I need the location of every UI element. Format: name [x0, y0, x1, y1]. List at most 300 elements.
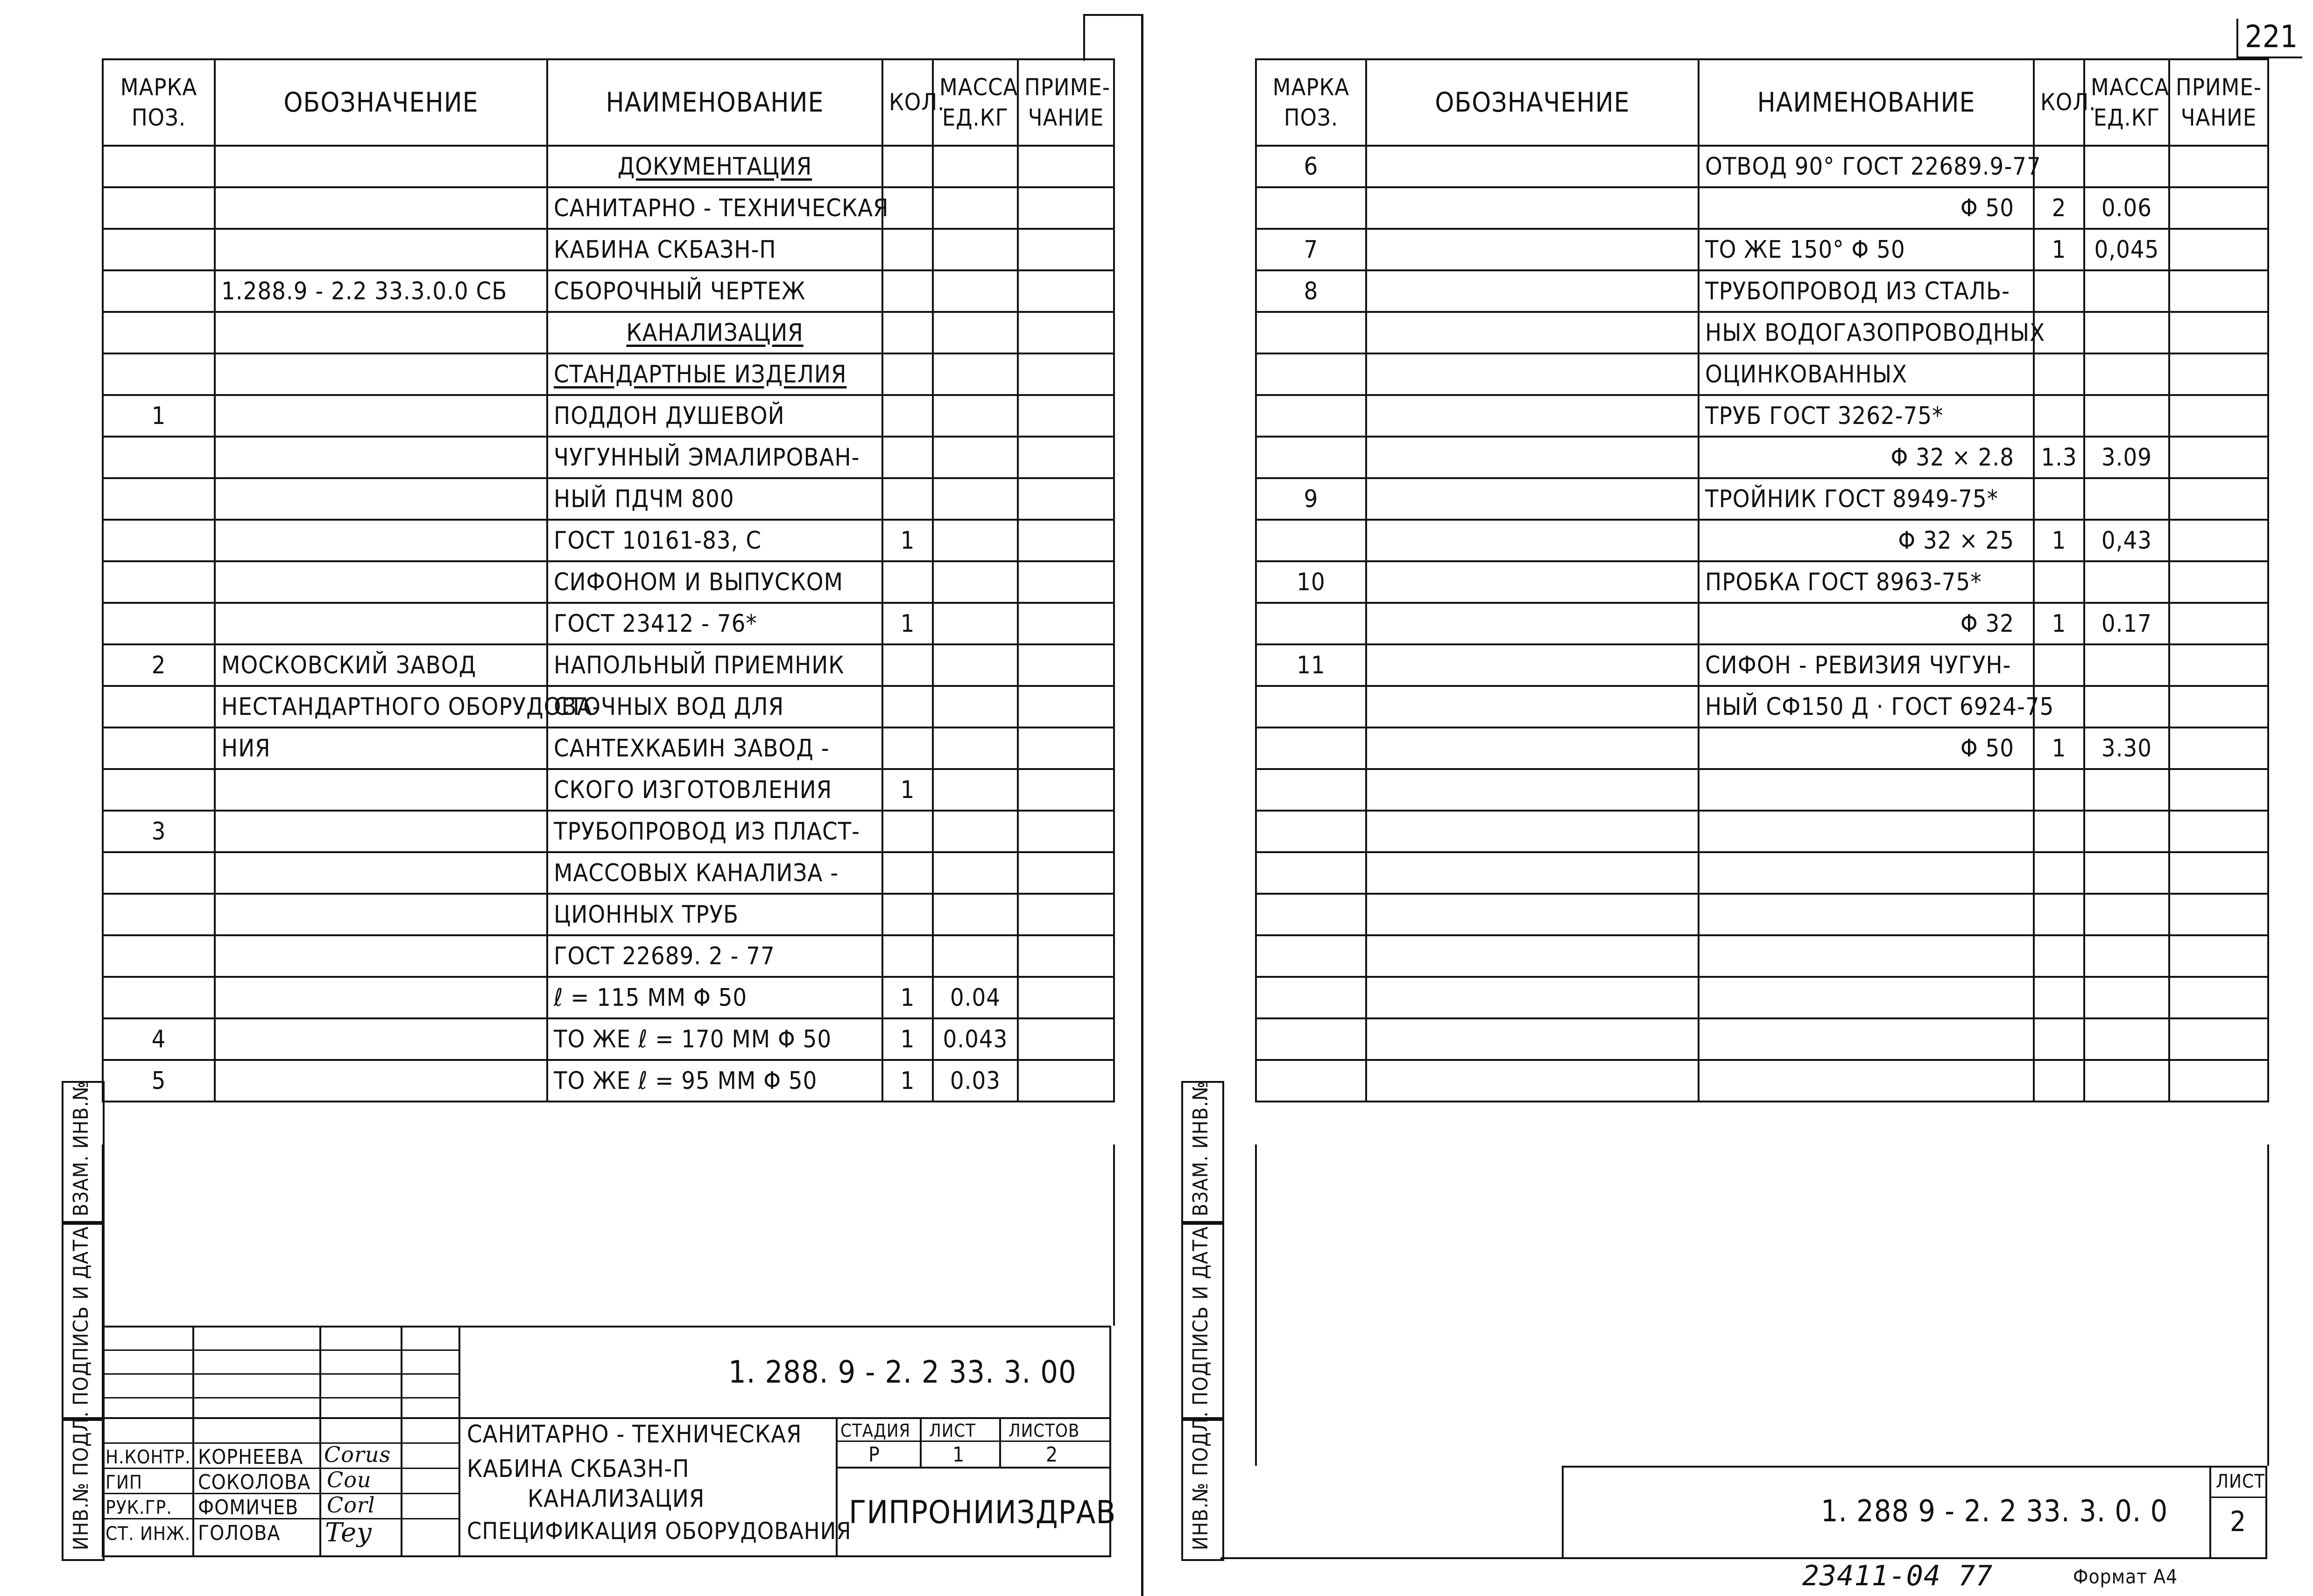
row-qty: 1: [2034, 603, 2084, 644]
fold-tick: [1083, 14, 1085, 61]
col-mass-header: МАССА ЕД.КГ: [933, 59, 1018, 146]
row-designation: [215, 146, 547, 187]
row-qty: [2034, 353, 2084, 395]
row-mark: [1256, 437, 1366, 478]
table-row: [103, 353, 1114, 395]
row-qty: [882, 187, 933, 229]
tb-hline-4: [102, 1417, 1111, 1419]
row-name-text: СБОРОЧНЫЙ ЧЕРТЕЖ: [554, 277, 806, 305]
row-qty: [882, 811, 933, 852]
row-name: [1699, 769, 2034, 811]
row-mark: 5: [103, 1060, 215, 1102]
row-name: [547, 437, 882, 478]
row-mass: 0.17: [2084, 603, 2169, 644]
row-mass: [933, 229, 1018, 270]
row-name: [547, 146, 882, 187]
row-name: [547, 561, 882, 603]
table-row: [1256, 894, 2268, 935]
row-designation: [1366, 769, 1699, 811]
row-mark: [1256, 894, 1366, 935]
tb-stage-label: СТАДИЯ: [840, 1420, 911, 1441]
row-note: [2169, 270, 2268, 312]
row-qty: [882, 312, 933, 353]
tb-sig-1: Cou: [327, 1467, 372, 1492]
tb-vline-3: [401, 1326, 402, 1557]
row-note: [2169, 561, 2268, 603]
row-name-text: СТАНДАРТНЫЕ ИЗДЕЛИЯ: [554, 360, 847, 388]
table-row: [1256, 520, 2268, 561]
row-note: [2169, 603, 2268, 644]
footer-inventory-number: 23411-04 77: [1802, 1560, 1993, 1592]
row-note: [2169, 146, 2268, 187]
row-name: [547, 977, 882, 1018]
row-mark: [103, 686, 215, 727]
row-mass: 0.03: [933, 1060, 1018, 1102]
row-mark: [103, 437, 215, 478]
row-qty: [2034, 395, 2084, 437]
row-designation: [215, 977, 547, 1018]
row-name-text: ДОКУМЕНТАЦИЯ: [617, 152, 812, 181]
row-designation: [1366, 478, 1699, 520]
tb-sheets-label: ЛИСТОВ: [1008, 1420, 1080, 1441]
row-mark: [1256, 312, 1366, 353]
row-name: [547, 353, 882, 395]
row-qty: 1: [882, 769, 933, 811]
row-note: [1018, 353, 1114, 395]
row-mark: 4: [103, 1018, 215, 1060]
row-qty: [882, 229, 933, 270]
row-designation: НИЯ: [215, 727, 547, 769]
tb-name-3: ГОЛОВА: [198, 1521, 281, 1545]
row-name: [1699, 1060, 2034, 1102]
row-name: [547, 852, 882, 894]
top-edge-line: [1083, 14, 1141, 16]
row-mark: [103, 353, 215, 395]
row-mark: [103, 520, 215, 561]
tb-sig-3: Tey: [325, 1518, 372, 1548]
row-name: [547, 644, 882, 686]
r-col-mark-header: МАРКА ПОЗ.: [1256, 59, 1366, 146]
row-mass: [2084, 270, 2169, 312]
row-designation: [215, 894, 547, 935]
table-row: [103, 187, 1114, 229]
tb-sheets-value: 2: [1046, 1443, 1058, 1467]
row-mass: 0.06: [2084, 187, 2169, 229]
row-name: НЫХ ВОДОГАЗОПРОВОДНЫХ: [1699, 312, 2034, 353]
row-designation: [215, 1060, 547, 1102]
table-row: [103, 603, 1114, 644]
row-designation: [215, 852, 547, 894]
left-side-vzam-label: ВЗАМ. ИНВ.№: [69, 1080, 93, 1216]
page-number: 221: [2236, 19, 2302, 58]
row-qty: [882, 478, 933, 520]
row-note: [1018, 146, 1114, 187]
row-designation: [1366, 561, 1699, 603]
row-name: [1699, 977, 2034, 1018]
table-row: [103, 270, 1114, 312]
right-tb-hline: [2209, 1497, 2267, 1498]
row-designation: [215, 769, 547, 811]
row-mark: [103, 603, 215, 644]
row-qty: [882, 270, 933, 312]
tb-vline-stage-2: [920, 1417, 922, 1467]
row-name: ТРУБОПРОВОД ИЗ СТАЛЬ-: [1699, 270, 2034, 312]
tb-role-3: СТ. ИНЖ.: [106, 1523, 191, 1545]
row-name: ТО ЖЕ 150° Φ 50: [1699, 229, 2034, 270]
row-mass: [933, 644, 1018, 686]
row-name-text: МАССОВЫХ КАНАЛИЗА -: [554, 859, 839, 887]
row-mark: 3: [103, 811, 215, 852]
row-designation: [1366, 520, 1699, 561]
row-mark: [103, 727, 215, 769]
row-name: [547, 894, 882, 935]
row-note: [1018, 395, 1114, 437]
row-mass: [933, 811, 1018, 852]
row-qty: [882, 935, 933, 977]
row-designation: [1366, 1060, 1699, 1102]
row-name-text: ℓ = 115 ММ Φ 50: [554, 983, 747, 1012]
row-name: [547, 1018, 882, 1060]
table-row: [103, 894, 1114, 935]
row-note: [2169, 312, 2268, 353]
row-name: ТРОЙНИК ГОСТ 8949-75*: [1699, 478, 2034, 520]
row-qty: 1: [882, 977, 933, 1018]
table-row: [1256, 437, 2268, 478]
table-row: [1256, 852, 2268, 894]
row-mass: 0,045: [2084, 229, 2169, 270]
row-name: [547, 727, 882, 769]
row-name: [1699, 935, 2034, 977]
row-qty: [882, 852, 933, 894]
r-col-note-header: ПРИМЕ-ЧАНИЕ: [2169, 59, 2268, 146]
col-name-header: НАИМЕНОВАНИЕ: [547, 59, 882, 146]
row-designation: [1366, 977, 1699, 1018]
row-note: [1018, 229, 1114, 270]
row-note: [1018, 1018, 1114, 1060]
row-name: [1699, 811, 2034, 852]
row-note: [1018, 187, 1114, 229]
row-name: Φ 32 × 2.8: [1699, 437, 2034, 478]
row-mark: [103, 561, 215, 603]
row-qty: [2034, 478, 2084, 520]
tb-name-1: СОКОЛОВА: [198, 1470, 311, 1494]
tb-vline-stage-3: [999, 1417, 1001, 1467]
tb-sig-2: Corl: [327, 1492, 375, 1518]
row-name: ТРУБ ГОСТ 3262-75*: [1699, 395, 2034, 437]
row-note: [2169, 1060, 2268, 1102]
row-qty: 1.3: [2034, 437, 2084, 478]
table-row: [103, 811, 1114, 852]
row-mark: 11: [1256, 644, 1366, 686]
row-mark: [1256, 520, 1366, 561]
right-tb-sheet-label: ЛИСТ: [2216, 1471, 2265, 1492]
row-name-text: ПОДДОН ДУШЕВОЙ: [554, 402, 785, 430]
row-note: [2169, 727, 2268, 769]
tb-hline-5: [102, 1442, 458, 1444]
row-note: [1018, 977, 1114, 1018]
row-designation: 1.288.9 - 2.2 33.3.0.0 СБ: [215, 270, 547, 312]
row-name-text: ГОСТ 22689. 2 - 77: [554, 942, 775, 970]
row-mark: [1256, 769, 1366, 811]
row-note: [2169, 769, 2268, 811]
row-note: [1018, 520, 1114, 561]
row-designation: [215, 520, 547, 561]
row-designation: [1366, 1018, 1699, 1060]
row-designation: [1366, 312, 1699, 353]
right-tb-sheet-value: 2: [2230, 1505, 2247, 1538]
tb-vline-2: [319, 1326, 321, 1557]
left-side-podpis-label: ПОДПИСЬ И ДАТА: [69, 1226, 93, 1405]
row-name-text: САНИТАРНО - ТЕХНИЧЕСКАЯ: [554, 194, 889, 222]
row-mass: [2084, 644, 2169, 686]
tb-hline-1: [102, 1349, 458, 1351]
row-note: [2169, 977, 2268, 1018]
tb-role-0: Н.КОНТР.: [106, 1447, 191, 1468]
row-note: [1018, 727, 1114, 769]
row-mark: [1256, 1018, 1366, 1060]
row-name-text: ТО ЖЕ ℓ = 170 ММ Φ 50: [554, 1025, 832, 1053]
row-qty: [2034, 811, 2084, 852]
row-mark: [103, 852, 215, 894]
row-name: Φ 50: [1699, 727, 2034, 769]
row-note: [2169, 478, 2268, 520]
row-mass: [933, 769, 1018, 811]
row-mark: [1256, 395, 1366, 437]
row-note: [2169, 644, 2268, 686]
row-mark: [1256, 1060, 1366, 1102]
row-mark: [1256, 603, 1366, 644]
tb-vline-1: [192, 1326, 194, 1557]
table-row: [103, 520, 1114, 561]
row-qty: [2034, 977, 2084, 1018]
row-note: [1018, 686, 1114, 727]
row-mass: [2084, 312, 2169, 353]
row-mass: [933, 353, 1018, 395]
row-designation: [1366, 395, 1699, 437]
row-note: [2169, 229, 2268, 270]
row-qty: [882, 395, 933, 437]
tb-sig-0: Corus: [324, 1442, 391, 1467]
row-note: [1018, 935, 1114, 977]
row-name: Φ 32 × 25: [1699, 520, 2034, 561]
row-qty: [882, 894, 933, 935]
fold-line: [1141, 14, 1143, 1596]
row-name: Φ 50: [1699, 187, 2034, 229]
row-designation: [215, 353, 547, 395]
tb-stage-value: Р: [868, 1443, 880, 1467]
row-name-text: ГОСТ 23412 - 76*: [554, 609, 757, 638]
row-mark: [1256, 686, 1366, 727]
table-row: [1256, 935, 2268, 977]
row-name: СИФОН - РЕВИЗИЯ ЧУГУН-: [1699, 644, 2034, 686]
table-row: [1256, 187, 2268, 229]
row-qty: [2034, 270, 2084, 312]
left-empty-area: [102, 1144, 1115, 1326]
row-designation: [215, 561, 547, 603]
row-name: [547, 769, 882, 811]
row-note: [1018, 561, 1114, 603]
row-name: [547, 270, 882, 312]
row-note: [1018, 437, 1114, 478]
table-row: [1256, 146, 2268, 187]
row-mark: [103, 769, 215, 811]
tb-vline-4: [458, 1326, 460, 1557]
tb-doc-number: 1. 288. 9 - 2. 2 33. 3. 00: [728, 1354, 1077, 1390]
row-note: [1018, 894, 1114, 935]
row-qty: [882, 686, 933, 727]
row-mark: [1256, 187, 1366, 229]
row-qty: [2034, 146, 2084, 187]
row-designation: МОСКОВСКИЙ ЗАВОД: [215, 644, 547, 686]
table-row: [1256, 769, 2268, 811]
right-empty-area: [1255, 1144, 2269, 1466]
row-mark: [1256, 977, 1366, 1018]
row-note: [1018, 1060, 1114, 1102]
row-mass: [2084, 1060, 2169, 1102]
row-note: [2169, 1018, 2268, 1060]
row-name: ОЦИНКОВАННЫХ: [1699, 353, 2034, 395]
tb-sheet-value: 1: [952, 1443, 965, 1467]
row-designation: [1366, 727, 1699, 769]
row-designation: [1366, 811, 1699, 852]
row-name: [547, 603, 882, 644]
row-name: [547, 478, 882, 520]
row-mark: 9: [1256, 478, 1366, 520]
row-mass: [933, 603, 1018, 644]
row-name-text: СТОЧНЫХ ВОД ДЛЯ: [554, 692, 784, 721]
row-name-text: КАНАЛИЗАЦИЯ: [626, 318, 804, 347]
table-row: [1256, 727, 2268, 769]
row-mark: [103, 312, 215, 353]
table-row: [103, 437, 1114, 478]
row-mass: 3.30: [2084, 727, 2169, 769]
row-qty: [2034, 852, 2084, 894]
right-frame-bottom: [1220, 1557, 2267, 1559]
row-mass: [2084, 852, 2169, 894]
row-mark: 8: [1256, 270, 1366, 312]
row-mass: [2084, 811, 2169, 852]
tb-name-0: КОРНЕЕВА: [198, 1445, 303, 1469]
row-qty: [2034, 561, 2084, 603]
row-note: [2169, 353, 2268, 395]
r-col-designation-header: ОБОЗНАЧЕНИЕ: [1366, 59, 1699, 146]
row-designation: [215, 395, 547, 437]
row-note: [1018, 478, 1114, 520]
row-note: [2169, 894, 2268, 935]
row-note: [1018, 811, 1114, 852]
row-mass: [933, 312, 1018, 353]
row-qty: 1: [2034, 229, 2084, 270]
row-mark: [103, 146, 215, 187]
row-name: [1699, 1018, 2034, 1060]
row-mass: [933, 686, 1018, 727]
row-mark: [1256, 727, 1366, 769]
row-name: [547, 811, 882, 852]
row-mass: [2084, 395, 2169, 437]
row-designation: [215, 935, 547, 977]
row-qty: [2034, 769, 2084, 811]
row-mark: [103, 478, 215, 520]
row-mark: [103, 229, 215, 270]
right-side-inv-label: ИНВ.№ ПОДЛ.: [1189, 1411, 1213, 1550]
row-name-text: ТО ЖЕ ℓ = 95 ММ Φ 50: [554, 1066, 818, 1095]
table-row: [103, 561, 1114, 603]
row-designation: [1366, 894, 1699, 935]
row-mark: 6: [1256, 146, 1366, 187]
row-mark: 10: [1256, 561, 1366, 603]
right-side-podpis-label: ПОДПИСЬ И ДАТА: [1189, 1226, 1213, 1405]
table-row: [103, 395, 1114, 437]
tb-hline-3: [102, 1397, 458, 1398]
row-designation: [215, 811, 547, 852]
tb-title-line1: САНИТАРНО - ТЕХНИЧЕСКАЯ: [467, 1420, 802, 1448]
row-mass: [933, 146, 1018, 187]
row-designation: [1366, 603, 1699, 644]
table-row: [103, 229, 1114, 270]
row-designation: [215, 478, 547, 520]
table-row: [1256, 395, 2268, 437]
row-mass: [933, 437, 1018, 478]
row-designation: [1366, 270, 1699, 312]
row-qty: [882, 437, 933, 478]
table-row: [1256, 644, 2268, 686]
row-note: [1018, 270, 1114, 312]
table-row: [103, 686, 1114, 727]
row-mass: [933, 395, 1018, 437]
tb-role-1: ГИП: [106, 1472, 142, 1493]
row-mass: [2084, 894, 2169, 935]
row-name: [547, 1060, 882, 1102]
row-qty: [882, 727, 933, 769]
row-mark: [1256, 353, 1366, 395]
row-mark: [103, 270, 215, 312]
row-mass: [933, 561, 1018, 603]
row-designation: [1366, 852, 1699, 894]
row-mass: [933, 935, 1018, 977]
row-qty: [2034, 644, 2084, 686]
table-row: [1256, 478, 2268, 520]
row-mark: [1256, 852, 1366, 894]
row-designation: [215, 312, 547, 353]
row-name-text: КАБИНА СКБАЗН-П: [554, 235, 776, 264]
row-qty: 2: [2034, 187, 2084, 229]
tb-title-line4: СПЕЦИФИКАЦИЯ ОБОРУДОВАНИЯ: [467, 1518, 852, 1545]
col-note-header: ПРИМЕ-ЧАНИЕ: [1018, 59, 1114, 146]
table-row: [1256, 1060, 2268, 1102]
table-row: [1256, 603, 2268, 644]
r-col-mass-header: МАССА ЕД.КГ: [2084, 59, 2169, 146]
row-note: [2169, 520, 2268, 561]
table-row: [103, 146, 1114, 187]
col-qty-header: КОЛ.: [882, 59, 933, 146]
row-designation: [1366, 644, 1699, 686]
row-mass: 0,43: [2084, 520, 2169, 561]
left-side-inv-label: ИНВ.№ ПОДЛ.: [69, 1411, 93, 1550]
row-mark: 2: [103, 644, 215, 686]
row-name-text: НЫЙ ПДЧМ 800: [554, 485, 734, 513]
row-mass: [933, 520, 1018, 561]
row-name-text: САНТЕХКАБИН ЗАВОД -: [554, 734, 830, 763]
col-mark-header: МАРКА ПОЗ.: [103, 59, 215, 146]
row-mass: [2084, 561, 2169, 603]
row-name-text: ТРУБОПРОВОД ИЗ ПЛАСТ-: [554, 817, 860, 846]
row-name: [547, 520, 882, 561]
table-row: [103, 769, 1114, 811]
row-designation: [1366, 146, 1699, 187]
row-name-text: СИФОНОМ И ВЫПУСКОМ: [554, 568, 843, 596]
table-row: [1256, 811, 2268, 852]
row-designation: [215, 229, 547, 270]
